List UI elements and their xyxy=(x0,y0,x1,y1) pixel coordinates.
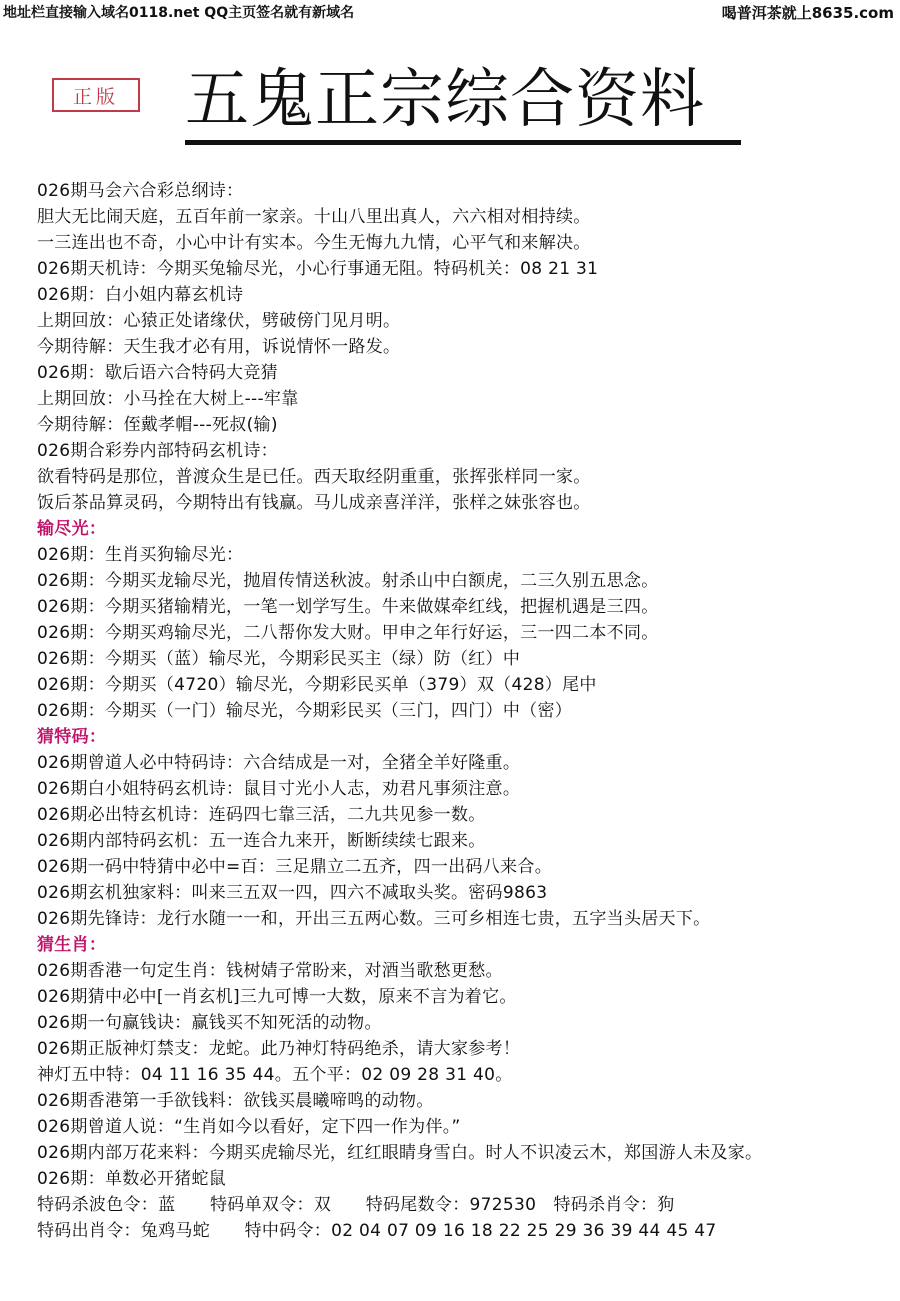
text-line: 特码杀波色令：蓝 特码单双令：双 特码尾数令：972530 特码杀肖令：狗 xyxy=(37,1195,675,1215)
text-line: 今期待解：侄戴孝帽---死叔(输) xyxy=(37,415,278,435)
text-line: 026期：白小姐内幕玄机诗 xyxy=(37,285,244,305)
text-line: 026期：生肖买狗输尽光： xyxy=(37,545,244,565)
text-line: 上期回放：小马拴在大树上---牢靠 xyxy=(37,389,299,409)
text-line: 026期：歇后语六合特码大竞猜 xyxy=(37,363,278,383)
text-line: 026期合彩券内部特码玄机诗： xyxy=(37,441,278,461)
text-line: 神灯五中特：04 11 16 35 44。五个平：02 09 28 31 40。 xyxy=(37,1065,513,1085)
text-line: 026期内部特码玄机：五一连合九来开，断断续续七跟来。 xyxy=(37,831,486,851)
title-underline xyxy=(185,140,741,145)
text-line: 026期必出特玄机诗：连码四七靠三活，二九共见参一数。 xyxy=(37,805,486,825)
banner-left-text: 地址栏直接输入域名0118.net QQ主页签名就有新域名 xyxy=(3,5,355,21)
text-line: 026期香港一句定生肖：钱树婧子常盼来，对酒当歌愁更愁。 xyxy=(37,961,503,981)
text-line: 胆大无比闹天庭，五百年前一家亲。十山八里出真人，六六相对相持续。 xyxy=(37,207,591,227)
text-line: 026期：今期买（一门）输尽光，今期彩民买（三门，四门）中（密） xyxy=(37,701,573,721)
text-line: 026期香港第一手欲钱料：欲钱买晨曦啼鸣的动物。 xyxy=(37,1091,434,1111)
text-line: 026期：今期买龙输尽光，抛眉传情送秋波。射杀山中白额虎，二三久别五思念。 xyxy=(37,571,659,591)
content-body xyxy=(37,178,897,1244)
text-line: 026期：今期买（4720）输尽光，今期彩民买单（379）双（428）尾中 xyxy=(37,675,597,695)
text-line: 026期先锋诗：龙行水随一一和，开出三五两心数。三可乡相连七贵，五字当头居天下。 xyxy=(37,909,711,929)
text-line: 特码出肖令：兔鸡马蛇 特中码令：02 04 07 09 16 18 22 25 29 36 39 44 45 47 xyxy=(37,1221,717,1241)
text-line: 026期白小姐特码玄机诗：鼠目寸光小人志，劝君凡事须注意。 xyxy=(37,779,521,799)
section-heading: 猜生肖： xyxy=(37,935,107,955)
edition-badge: 正版 xyxy=(52,78,140,112)
text-line: 饭后茶品算灵码，今期特出有钱赢。马儿成亲喜洋洋，张样之妹张容也。 xyxy=(37,493,591,513)
section-heading: 猜特码： xyxy=(37,727,107,747)
page-title: 五鬼正宗综合资料 xyxy=(185,63,705,137)
text-line: 026期一码中特猜中必中=百：三足鼎立二五齐，四一出码八来合。 xyxy=(37,857,552,877)
text-line: 今期待解：天生我才必有用，诉说情怀一路发。 xyxy=(37,337,401,357)
text-line: 026期马会六合彩总纲诗： xyxy=(37,181,244,201)
section-heading: 输尽光： xyxy=(37,519,107,539)
text-line: 026期一句赢钱诀：赢钱买不知死活的动物。 xyxy=(37,1013,382,1033)
text-line: 026期正版神灯禁支：龙蛇。此乃神灯特码绝杀，请大家参考！ xyxy=(37,1039,521,1059)
text-line: 026期：今期买猪输精光，一笔一划学写生。牛来做媒牵红线，把握机遇是三四。 xyxy=(37,597,659,617)
text-line: 026期：单数必开猪蛇鼠 xyxy=(37,1169,227,1189)
text-line: 026期：今期买（蓝）输尽光，今期彩民买主（绿）防（红）中 xyxy=(37,649,521,669)
text-line: 026期猜中必中[一肖玄机]三九可博一大数，原来不言为着它。 xyxy=(37,987,517,1007)
text-line: 026期天机诗：今期买兔输尽光，小心行事通无阻。特码机关：08 21 31 xyxy=(37,259,599,279)
text-line: 026期曾道人必中特码诗：六合结成是一对，全猪全羊好隆重。 xyxy=(37,753,521,773)
text-line: 欲看特码是那位，普渡众生是已任。西天取经阴重重，张挥张样同一家。 xyxy=(37,467,591,487)
text-line: 一三连出也不奇，小心中计有实本。今生无悔九九情，心平气和来解决。 xyxy=(37,233,591,253)
text-line: 上期回放：心猿正处诸缘伏，劈破傍门见月明。 xyxy=(37,311,401,331)
text-line: 026期：今期买鸡输尽光，二八帮你发大财。甲申之年行好运，三一四二本不同。 xyxy=(37,623,659,643)
text-line: 026期内部万花来料：今期买虎输尽光，红红眼睛身雪白。时人不识凌云木，郑国游人未及家。 xyxy=(37,1143,763,1163)
top-banner xyxy=(0,0,900,22)
text-line: 026期曾道人说：“生肖如今以看好，定下四一作为伴。” xyxy=(37,1117,461,1137)
text-line: 026期玄机独家料：叫来三五双一四，四六不减取头奖。密码9863 xyxy=(37,883,548,903)
banner-right-text: 喝普洱茶就上8635.com xyxy=(721,4,894,22)
